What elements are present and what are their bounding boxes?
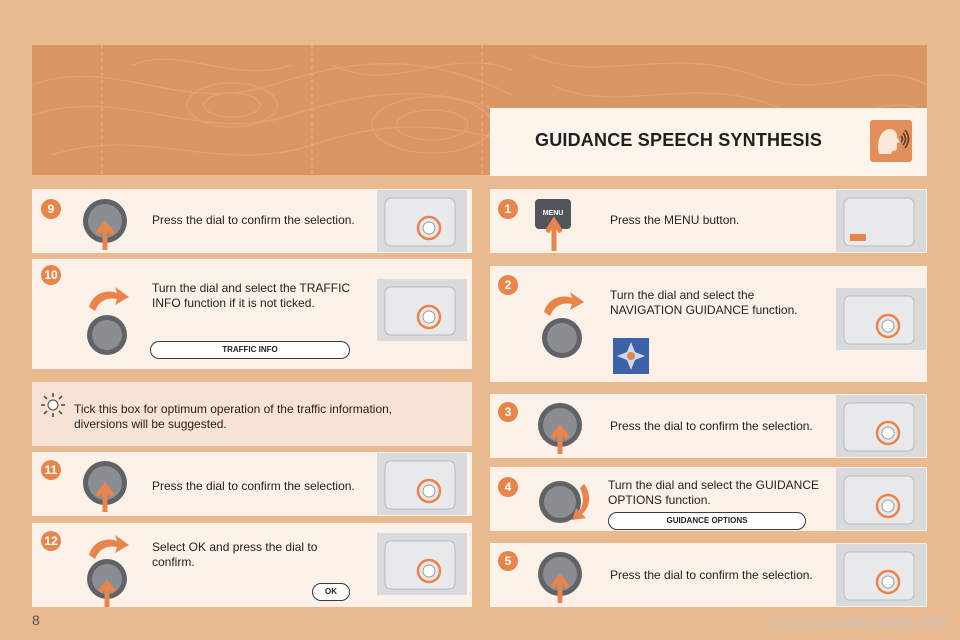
step-text: Select OK and press the dial to confirm. xyxy=(152,540,318,569)
step-5-panel xyxy=(490,543,927,607)
dial-press-icon xyxy=(532,547,587,605)
step-10-panel xyxy=(32,259,472,369)
step-text: Press the MENU button. xyxy=(610,213,740,227)
step-number: 2 xyxy=(498,275,518,295)
radio-unit-image xyxy=(377,190,467,252)
step-number: 5 xyxy=(498,551,518,571)
dial-turn-icon xyxy=(77,277,137,357)
step-text: Press the dial to confirm the selection. xyxy=(152,213,355,227)
radio-unit-image xyxy=(836,544,926,606)
step-text: Turn the dial and select the TRAFFIC INFO function if it is not ticked. xyxy=(152,281,351,310)
menu-button-text: MENU xyxy=(542,210,564,217)
step-text: Turn the dial and select the NAVIGATION GUIDANCE function. xyxy=(610,288,798,317)
sun-tip-icon xyxy=(40,392,66,418)
page-number: 8 xyxy=(32,612,40,628)
radio-unit-image xyxy=(377,279,467,341)
step-9-panel xyxy=(32,189,472,253)
step-number: 11 xyxy=(41,460,61,480)
radio-unit-image xyxy=(836,395,926,457)
tip-box xyxy=(32,382,472,446)
ok-label: OK xyxy=(312,583,350,601)
step-text: Turn the dial and select the GUIDANCE OPTIONS function. xyxy=(608,478,819,507)
press-arrow-icon xyxy=(546,215,562,251)
radio-unit-image xyxy=(836,468,926,530)
step-number: 4 xyxy=(498,477,518,497)
title-box xyxy=(490,108,927,176)
radio-unit-image xyxy=(377,453,467,515)
guidance-options-label: GUIDANCE OPTIONS xyxy=(608,512,806,530)
step-1-panel xyxy=(490,189,927,253)
dial-turn-icon xyxy=(77,525,137,607)
step-number: 3 xyxy=(498,402,518,422)
step-4-panel xyxy=(490,467,927,531)
dial-press-icon xyxy=(532,398,587,456)
step-number: 12 xyxy=(41,531,61,551)
step-text: Press the dial to confirm the selection. xyxy=(610,568,813,582)
step-number: 1 xyxy=(498,199,518,219)
radio-unit-image xyxy=(836,190,926,252)
dial-press-icon xyxy=(77,194,132,252)
dial-turn-icon xyxy=(532,472,602,530)
tip-text: Tick this box for optimum operation of the traffic information, diversions will be suggested. xyxy=(74,402,393,431)
dial-press-icon xyxy=(77,456,132,514)
step-number: 10 xyxy=(41,265,61,285)
dial-turn-icon xyxy=(532,282,592,364)
step-text: Press the dial to confirm the selection. xyxy=(152,479,355,493)
radio-unit-image xyxy=(377,533,467,595)
speech-head-icon xyxy=(870,120,912,162)
page-title: GUIDANCE SPEECH SYNTHESIS xyxy=(535,130,823,150)
step-text: Press the dial to confirm the selection. xyxy=(610,419,813,433)
radio-unit-image xyxy=(836,288,926,350)
watermark-text: carmanualsonline.info xyxy=(768,612,950,632)
step-12-panel xyxy=(32,523,472,607)
navigation-guidance-icon xyxy=(613,338,649,374)
step-11-panel xyxy=(32,452,472,516)
step-number: 9 xyxy=(41,199,61,219)
step-2-panel xyxy=(490,266,927,382)
traffic-info-label: TRAFFIC INFO xyxy=(150,341,350,359)
step-3-panel xyxy=(490,394,927,458)
